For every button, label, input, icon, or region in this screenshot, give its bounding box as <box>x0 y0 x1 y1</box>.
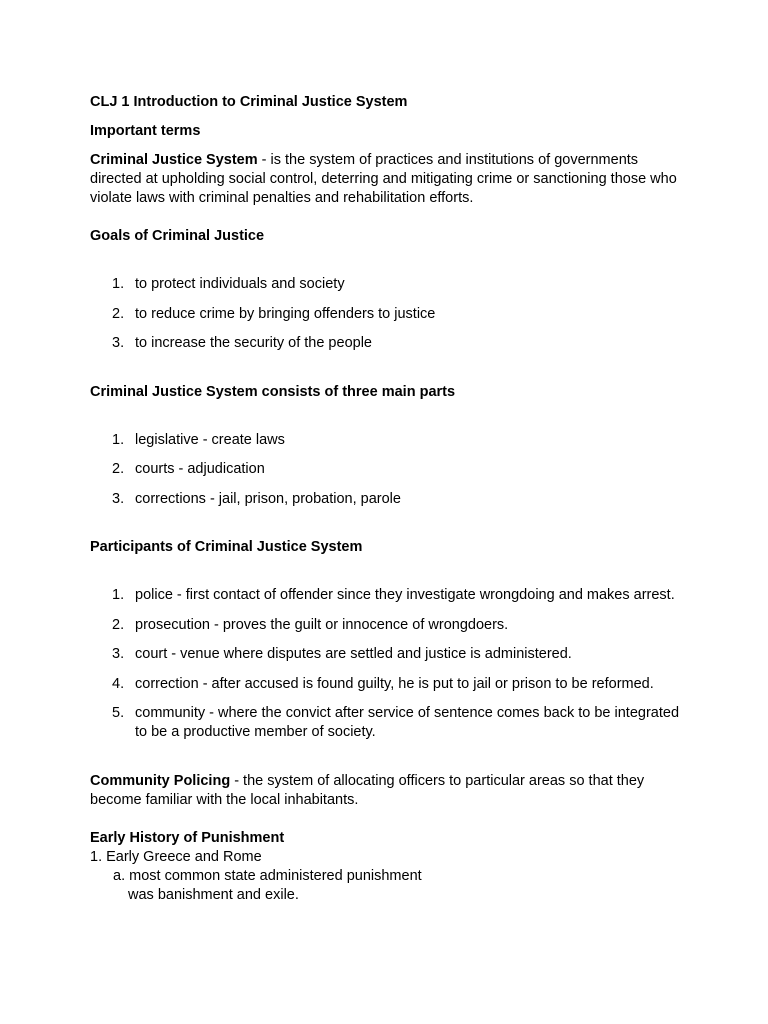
history-sub-item-a: a. most common state administered punishment <box>113 867 422 884</box>
parts-heading: Criminal Justice System consists of three main parts <box>90 383 456 400</box>
list-item <box>90 305 690 324</box>
participants-list <box>90 586 690 742</box>
participants-heading: Participants of Criminal Justice System <box>90 539 363 555</box>
list-item <box>90 490 690 509</box>
document-title: CLJ 1 Introduction to Criminal Justice System <box>90 94 408 110</box>
list-item <box>90 645 690 664</box>
list-number: 3. <box>112 335 125 351</box>
goals-heading: Goals of Criminal Justice <box>90 228 265 244</box>
list-item <box>90 431 690 450</box>
list-text: police - first contact of offender since they investigate wrongdoing and makes arrest. <box>135 587 675 603</box>
cjs-term: Criminal Justice System <box>90 152 258 168</box>
list-number: 4. <box>112 675 125 692</box>
list-text: legislative - create laws <box>135 431 285 448</box>
cjs-definition-text: - is the system of practices and institutions of governments directed at upholding social control, deterring and mitigating crime or sanctioning those who violate laws with criminal penalties and rehabilitation efforts. <box>90 152 677 206</box>
list-number: 2. <box>112 305 125 322</box>
important-terms-heading: Important terms <box>90 123 201 139</box>
list-number: 1. <box>112 431 125 448</box>
history-sub-item-a-continued: was banishment and exile. <box>128 886 299 903</box>
community-policing-definition <box>90 772 690 810</box>
community-policing-term: Community Policing <box>90 772 231 789</box>
list-text: courts - adjudication <box>135 461 265 477</box>
list-item <box>90 460 690 479</box>
goals-list <box>90 275 690 353</box>
list-text: to increase the security of the people <box>135 335 372 351</box>
community-policing-text: - the system of allocating officers to particular areas so that they become familiar with the local inhabitants. <box>90 772 645 808</box>
parts-list <box>90 431 690 509</box>
document-page <box>90 93 690 905</box>
history-heading: Early History of Punishment <box>90 829 285 846</box>
list-text: to protect individuals and society <box>135 276 345 292</box>
list-number: 3. <box>112 646 125 662</box>
list-number: 2. <box>112 616 125 633</box>
list-number: 2. <box>112 461 125 477</box>
list-text: prosecution - proves the guilt or innocence of wrongdoers. <box>135 616 509 633</box>
list-item <box>90 675 690 694</box>
list-item <box>90 275 690 294</box>
list-item <box>90 586 690 605</box>
list-text: court - venue where disputes are settled and justice is administered. <box>135 646 572 662</box>
list-text: to reduce crime by bringing offenders to justice <box>135 305 436 322</box>
list-item <box>90 616 690 635</box>
list-text: community - where the convict after service of sentence comes back to be integrated to be a productive member of society. <box>135 705 680 740</box>
list-number: 1. <box>112 587 125 603</box>
list-item <box>90 334 690 353</box>
history-item-1: 1. Early Greece and Rome <box>90 848 262 865</box>
cjs-definition <box>90 151 690 208</box>
list-number: 1. <box>112 276 125 292</box>
list-number: 3. <box>112 490 125 507</box>
list-text: correction - after accused is found guilty, he is put to jail or prison to be reformed. <box>135 675 654 692</box>
list-text: corrections - jail, prison, probation, parole <box>135 490 401 507</box>
list-number: 5. <box>112 705 125 721</box>
list-item <box>90 704 690 742</box>
